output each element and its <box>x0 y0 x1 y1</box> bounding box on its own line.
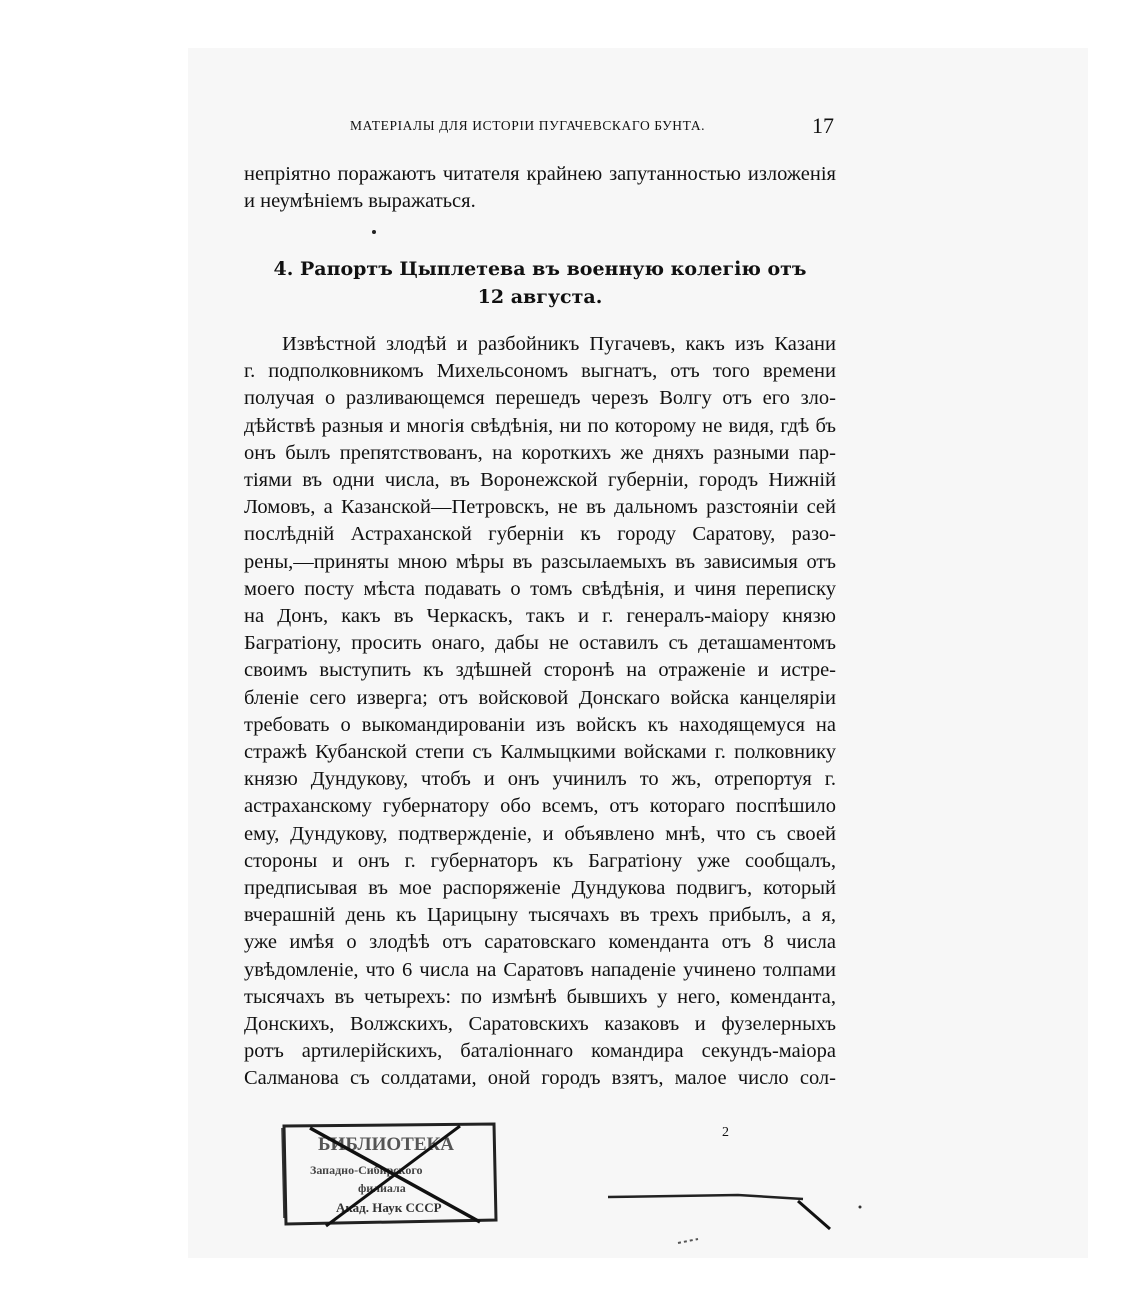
body-line: г. подполковникомъ Михельсономъ выгнатъ, отъ того времени <box>244 360 836 383</box>
body-line: моего посту мѣста подавать о томъ свѣдѣнія, и чиня переписку <box>244 577 836 600</box>
stamp-line-3: филиала <box>358 1181 406 1195</box>
body-line: послѣдній Астраханской губерніи къ городу Саратову, разо- <box>244 523 836 546</box>
running-head: МАТЕРІАЛЫ ДЛЯ ИСТОРІИ ПУГАЧЕВСКАГО БУНТА. <box>350 118 706 133</box>
body-line: тіями въ одни числа, въ Воронежской губерніи, городъ Нижній <box>244 469 836 491</box>
section-heading-line-2: 12 августа. <box>477 286 603 308</box>
body-line: уже имѣя о злодѣѣ отъ саратовскаго коменданта отъ 8 числа <box>244 931 836 954</box>
page-smudge <box>598 1185 868 1255</box>
body-line: Салманова съ солдатами, оной городъ взятъ, малое число сол- <box>244 1067 836 1090</box>
body-line: дѣйствѣ разныя и многія свѣдѣнія, ни по которому не видя, гдѣ бъ <box>244 414 836 437</box>
library-stamp <box>280 1120 500 1230</box>
body-line: Ломовъ, а Казанской—Петровскъ, не въ дальномъ разстояніи сей <box>244 496 836 519</box>
body-line: рены,—приняты мною мѣры въ разсылаемыхъ въ зависимыя отъ <box>244 550 836 573</box>
page-number: 17 <box>812 113 834 138</box>
intro-line: непріятно поражаютъ читателя крайнею запутанностью изложенія <box>244 163 836 185</box>
body-line: Извѣстной злодѣй и разбойникъ Пугачевъ, какъ изъ Казани <box>282 333 836 355</box>
body-line: князю Дундукову, чтобъ и онъ учинилъ то жъ, отрепортуя г. <box>244 768 836 791</box>
body-line: Донскихъ, Волжскихъ, Саратовскихъ казаковъ и фузелерныхъ <box>244 1013 836 1035</box>
stamp-line-4: Акад. Наук СССР <box>336 1200 442 1215</box>
body-line: на Донъ, какъ въ Черкаскъ, такъ и г. генералъ-маіору князю <box>244 605 836 627</box>
body-line: получая о разливающемся перешедъ черезъ Волгу отъ его зло- <box>244 387 836 410</box>
section-heading-line-1: 4. Рапортъ Цыплетева въ военную колегію отъ <box>273 258 807 280</box>
body-line: вчерашній день къ Царицыну тысячахъ въ трехъ прибылъ, а я, <box>244 904 836 927</box>
body-line: предписывая въ мое распоряженіе Дундукова подвигъ, который <box>244 877 836 899</box>
body-line: онъ былъ препятствованъ, на короткихъ же дняхъ разными пар- <box>244 441 836 464</box>
body-line: ротъ артилерійскихъ, баталіоннаго командира секундъ-маіора <box>244 1040 836 1063</box>
signature-mark: 2 <box>722 1125 729 1140</box>
body-line: Багратіону, просить онаго, дабы не оставилъ съ деташаментомъ <box>244 632 836 655</box>
body-line: ему, Дундукову, подтвержденіе, и объявлено мнѣ, что съ своей <box>244 822 836 845</box>
body-line: требовать о выкомандированіи изъ войскъ къ находящемуся на <box>244 713 836 736</box>
stamp-line-2: Западно-Сибирского <box>310 1163 423 1177</box>
body-line: стороны и онъ г. губернаторъ къ Багратіону уже сообщалъ, <box>244 849 836 872</box>
body-line: тысячахъ въ четырехъ: по измѣнѣ бывшихъ у него, коменданта, <box>244 985 836 1008</box>
stamp-line-1: БИБЛИОТЕКА <box>318 1134 454 1155</box>
body-line: астраханскому губернатору обо всемъ, отъ котораго поспѣшило <box>244 795 836 818</box>
intro-line: и неумѣніемъ выражаться. <box>244 190 476 212</box>
body-line: бленіе сего изверга; отъ войсковой Донскаго войска канцеляріи <box>244 686 836 709</box>
body-line: стражѣ Кубанской степи съ Калмыцкими войсками г. полковнику <box>244 741 836 763</box>
ink-dot <box>372 230 376 234</box>
body-line: увѣдомленіе, что 6 числа на Саратовъ нападеніе учинено толпами <box>244 958 836 981</box>
body-line: своимъ выступить къ здѣшней сторонѣ на отраженіе и истре- <box>244 659 836 682</box>
